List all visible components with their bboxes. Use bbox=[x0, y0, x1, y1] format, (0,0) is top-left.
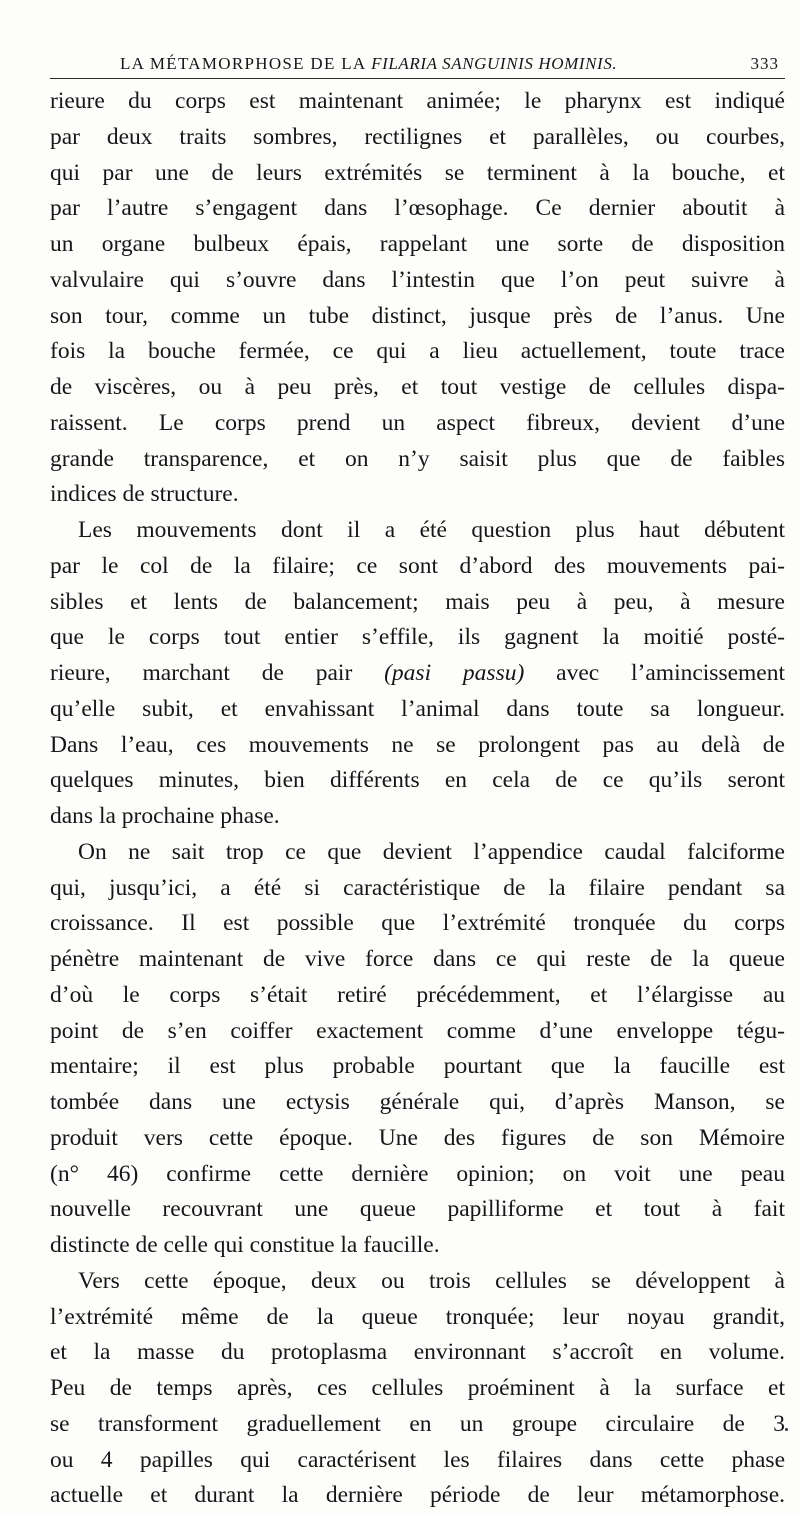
running-title bbox=[120, 54, 617, 74]
text-line-mixed bbox=[50, 656, 785, 692]
text-line: indices de structure. bbox=[50, 481, 239, 508]
text-segment: avec l’amincissement bbox=[556, 660, 785, 686]
text-line: raissent. Le corps prend un aspect fibreux, devient d’une bbox=[50, 409, 785, 436]
italic-phrase: (pasi passu) bbox=[384, 660, 525, 686]
text-line: par le col de la filaire; ce sont d’abord des mouvements pai- bbox=[50, 552, 785, 579]
text-line: qui, jusqu’ici, a été si caractéristique de la filaire pendant sa bbox=[50, 874, 785, 901]
text-line: que le corps tout entier s’effile, ils gagnent la moitié posté- bbox=[50, 624, 785, 651]
running-title-italic: FILARIA SANGUINIS HOMINIS. bbox=[371, 54, 618, 73]
text-line: Peu de temps après, ces cellules proéminent à la surface et bbox=[50, 1375, 785, 1401]
text-line: l’extrémité même de la queue tronquée; leur noyau grandit, bbox=[50, 1303, 785, 1330]
text-line: grande transparence, et on n’y saisit plus que de faibles bbox=[50, 445, 785, 472]
text-line: distincte de celle qui constitue la faucille. bbox=[50, 1232, 440, 1258]
text-line: et la masse du protoplasma environnant s’accroît en volume. bbox=[50, 1339, 785, 1366]
text-line: qu’elle subit, et envahissant l’animal dans toute sa longueur. bbox=[50, 695, 785, 722]
text-line: valvulaire qui s’ouvre dans l’intestin que l’on peut suivre à bbox=[50, 266, 785, 293]
running-header bbox=[50, 52, 785, 79]
text-line: actuelle et durant la dernière période de leur métamorphose. bbox=[50, 1482, 785, 1509]
text-line: un organe bulbeux épais, rappelant une sorte de disposition bbox=[50, 231, 785, 257]
text-line: point de s’en coiffer exactement comme d’une enveloppe tégu- bbox=[50, 1017, 785, 1044]
running-title-prefix: LA MÉTAMORPHOSE DE LA bbox=[120, 54, 372, 73]
text-line: croissance. Il est possible que l’extrémité tronquée du corps bbox=[50, 910, 785, 937]
text-line: produit vers cette époque. Une des figures de son Mémoire bbox=[50, 1124, 785, 1151]
text-line: tombée dans une ectysis générale qui, d’après Manson, se bbox=[50, 1089, 785, 1115]
paragraph-start-line: Les mouvements dont il a été question plus haut débutent bbox=[78, 517, 785, 543]
text-line: d’où le corps s’était retiré précédemment, et l’élargisse au bbox=[50, 981, 785, 1008]
text-line: par deux traits sombres, rectilignes et parallèles, ou courbes, bbox=[50, 123, 785, 150]
text-line: qui par une de leurs extrémités se terminent à la bouche, et bbox=[50, 159, 785, 186]
text-line: sibles et lents de balancement; mais peu à peu, à mesure bbox=[50, 588, 785, 615]
text-line: rieure du corps est maintenant animée; le pharynx est indiqué bbox=[50, 88, 785, 114]
body-text bbox=[50, 84, 785, 1514]
text-line: fois la bouche fermée, ce qui a lieu actuellement, toute trace bbox=[50, 338, 785, 365]
text-line: dans la prochaine phase. bbox=[50, 803, 280, 829]
print-speck bbox=[785, 1428, 788, 1431]
text-segment: rieure, marchant de pair bbox=[50, 660, 353, 686]
page-number: 333 bbox=[750, 54, 779, 73]
text-line: mentaire; il est plus probable pourtant que la faucille est bbox=[50, 1053, 785, 1080]
paragraph-start-line: Vers cette époque, deux ou trois cellules se développent à bbox=[78, 1267, 785, 1294]
text-line: par l’autre s’engagent dans l’œsophage. Ce dernier aboutit à bbox=[50, 195, 785, 222]
paragraph-start-line: On ne sait trop ce que devient l’appendice caudal falciforme bbox=[78, 838, 785, 865]
text-line: de viscères, ou à peu près, et tout vestige de cellules dispa- bbox=[50, 374, 785, 400]
text-line: Dans l’eau, ces mouvements ne se prolongent pas au delà de bbox=[50, 731, 785, 758]
text-line: son tour, comme un tube distinct, jusque près de l’anus. Une bbox=[50, 302, 785, 329]
text-line: se transforment graduellement en un groupe circulaire de 3 bbox=[50, 1410, 785, 1437]
text-line: quelques minutes, bien différents en cela de ce qu’ils seront bbox=[50, 767, 785, 794]
text-line: nouvelle recouvrant une queue papilliforme et tout à fait bbox=[50, 1196, 785, 1223]
text-line: pénètre maintenant de vive force dans ce qui reste de la queue bbox=[50, 946, 785, 972]
text-line: ou 4 papilles qui caractérisent les filaires dans cette phase bbox=[50, 1446, 785, 1473]
text-line: (n° 46) confirme cette dernière opinion; on voit une peau bbox=[50, 1160, 785, 1187]
